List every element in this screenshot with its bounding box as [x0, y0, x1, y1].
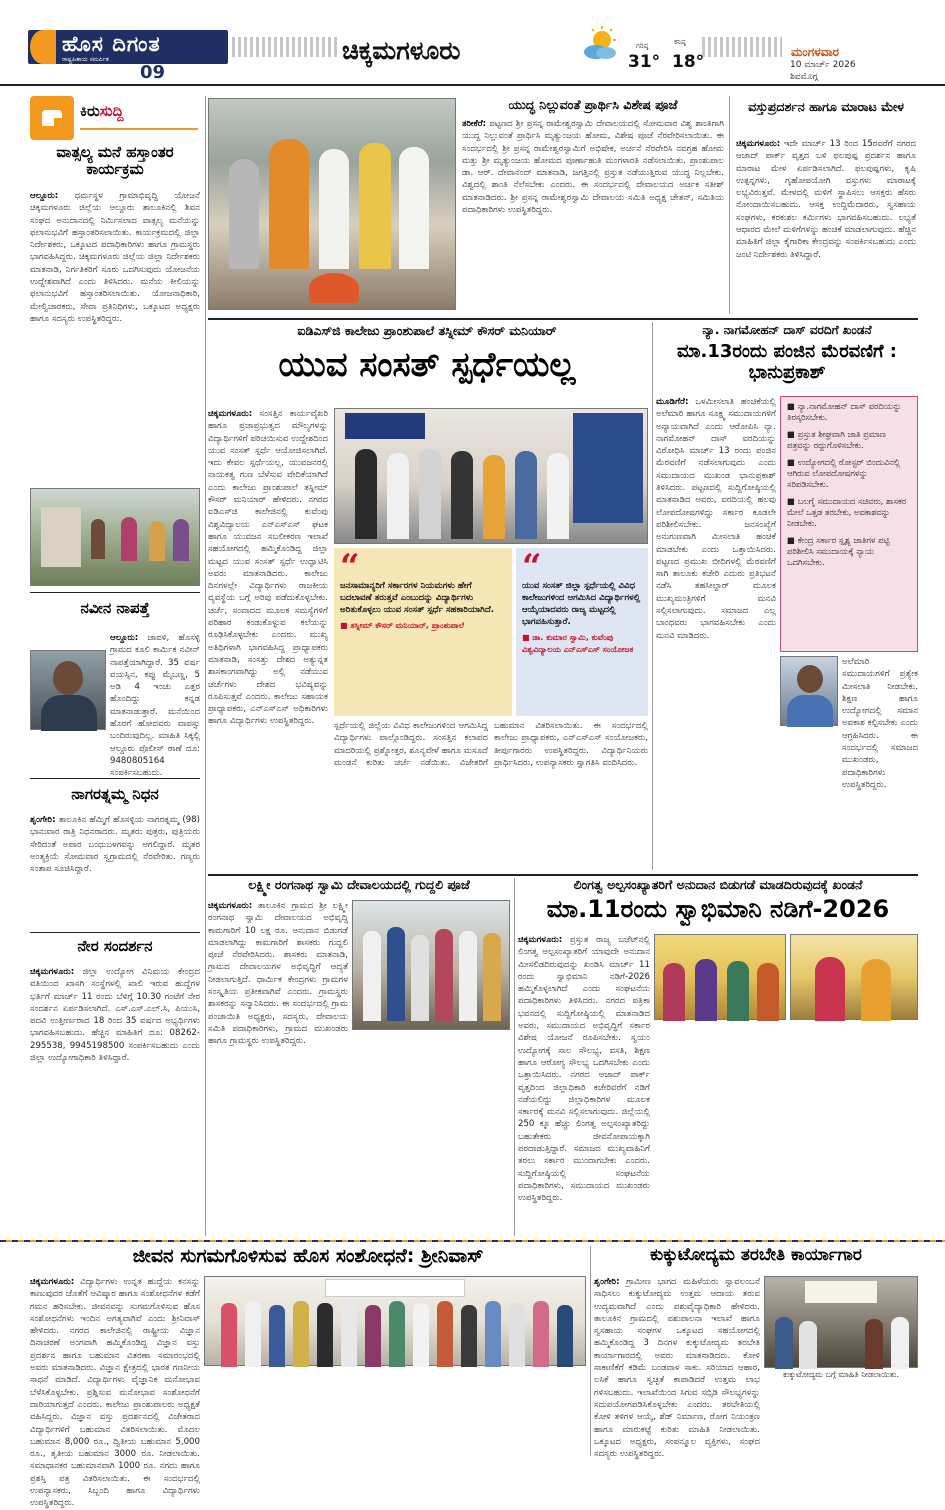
quote-text: ಯುವ ಸಂಸತ್ ಜಿಲ್ಲಾ ಸ್ಪರ್ಧೆಯಲ್ಲಿ ವಿವಿಧ ಕಾಲೇಜುಗಳಿಂದ ಆಗಮಿಸಿದ ವಿದ್ಯಾರ್ಥಿಗಳಲ್ಲಿ ಆಯ್ಕೆಯಾದವರು ರಾಜ್ಯ ಮಟ್ಟದಲ್ಲಿ ಭಾಗವಹಿಸುತ್ತಾರೆ.	[522, 581, 641, 627]
body-parliament	[208, 408, 328, 892]
quote-icon: “	[522, 547, 542, 587]
body-poultry	[594, 1276, 760, 1460]
photo-missing-person	[30, 650, 106, 730]
column-rule	[30, 932, 200, 933]
photo-parliament	[334, 408, 648, 544]
column-rule	[30, 778, 200, 779]
dateline: ಚಿಕ್ಕಮಗಳೂರು:	[30, 967, 75, 977]
max-temp-value: 31°	[628, 52, 661, 72]
dateline: ಮೂಡಿಗೆರೆ:	[656, 397, 689, 407]
headline-swabhimani[interactable]: ಮಾ.11ರಂದು ಸ್ವಾಭಿಮಾನಿ ನಡಿಗೆ-2026	[546, 895, 890, 923]
dateline: ಚಿಕ್ಕಮಗಳೂರು:	[736, 139, 781, 149]
demand-item: ■ ಕೇಂದ್ರ ಸರ್ಕಾರ ಸ್ಪೃಶ್ಯ ಜಾತಿಗಳ ಪಟ್ಟಿ ಪರಿಶೀಲಿಸಿ ಸಮುದಾಯಕ್ಕೆ ನ್ಯಾಯ ಒದಗಿಸಬೇಕು.	[787, 535, 890, 567]
demand-text: ಬಲಗೈ ಸಮುದಾಯದ ಸಚಿವರು, ಶಾಸಕರ ಮೇಲೆ ಒತ್ತಡ ತರಬೇಕು, ಅವಕಾಶವನ್ನು ನೀಡಬೇಕು.	[787, 496, 907, 528]
hand-icon	[30, 96, 74, 140]
headline-war-puja[interactable]: ಯುದ್ಧ ನಿಲ್ಲುವಂತೆ ಪ್ರಾರ್ಥಿಸಿ ವಿಶೇಷ ಪೂಜೆ	[508, 97, 678, 112]
headline-protest[interactable]: ಮಾ.13ರಂದು ಪಂಜಿನ ಮೆರವಣಿಗೆ : ಭಾನುಪ್ರಕಾಶ್	[677, 341, 897, 383]
body-srinivas	[30, 1276, 201, 1509]
photo-house-handover	[30, 488, 200, 586]
headline-exhibition[interactable]: ವಸ್ತುಪ್ರದರ್ಶನ ಹಾಗೂ ಮಾರಾಟ ಮೇಳ	[748, 99, 904, 114]
quote-credit: ■ ತಸ್ನೀಮ್ ಕೌಸರ್ ಮನಿಯಾರ್, ಪ್ರಾಂಶುಪಾಲೆ	[340, 621, 464, 630]
dateline: ಚಿಕ್ಕಮಗಳೂರು:	[208, 409, 253, 419]
logo-swoosh-icon	[30, 30, 56, 64]
headline-naveen[interactable]: ನವೀನ ನಾಪತ್ತೆ	[80, 599, 150, 617]
dateline: ಶೃಂಗೇರಿ:	[594, 1277, 620, 1287]
photo-poultry-training	[764, 1276, 918, 1368]
story-text: ಸಂಸತ್ತಿನ ಕಾರ್ಯವೈಖರಿ ಹಾಗೂ ಪ್ರಜಾಪ್ರಭುತ್ವದ ಮೌಲ್ಯಗಳನ್ನು ವಿದ್ಯಾರ್ಥಿಗಳಿಗೆ ಪರಿಚಯಿಸುವ ಉದ್ದೇಶದಿಂದ ಯುವ ಸಂಸತ್ ಸ್ಪರ್ಧೆ ಆಯೋಜಿಸಲಾಗಿದೆ. ಇದು ಕೇವಲ ಸ್ಪರ್ಧೆಯಲ್ಲ, ಯುವಜನರಲ್ಲಿ ನಾಯಕತ್ವ ಗುಣ ಬೆಳೆಸುವ ವೇದಿಕೆಯಾಗಿದೆ ಎಂದು ಕಾಲೇಜು ಪ್ರಾಂಶುಪಾಲೆ ತಸ್ನೀಮ್ ಕೌಸರ್ ಮನಿಯಾರ್ ಹೇಳಿದರು. ನಗರದ ಐಡಿಎಸ್‌ಜಿ ಕಾಲೇಜಿನಲ್ಲಿ ಕುವೆಂಪು ವಿಶ್ವವಿದ್ಯಾಲಯ ಎನ್‌ಎಸ್‌ಎಸ್ ಘಟಕ ಹಾಗೂ ಯುವಜನ ಸಬಲೀಕರಣ ಇಲಾಖೆ ಸಹಯೋಗದಲ್ಲಿ ಹಮ್ಮಿಕೊಂಡಿದ್ದ ಜಿಲ್ಲಾ ಮಟ್ಟದ ಯುವ ಸಂಸತ್ ಸ್ಪರ್ಧೆ ಉದ್ಘಾಟಿಸಿ ಅವರು ಮಾತನಾಡಿದರು. ಕಾಲೇಜು ದಿನಗಳಲ್ಲೇ ವಿದ್ಯಾರ್ಥಿಗಳು ರಾಜಕೀಯ ವ್ಯವಸ್ಥೆಯ ಬಗ್ಗೆ ಅರಿವು ಪಡೆದುಕೊಳ್ಳಬೇಕು. ಚರ್ಚೆ, ಸಂವಾದದ ಮೂಲಕ ಸಮಸ್ಯೆಗಳಿಗೆ ಪರಿಹಾರ ಕಂಡುಕೊಳ್ಳುವ ಕಲೆಯನ್ನು ರೂಢಿಸಿಕೊಳ್ಳಬೇಕು ಎಂದರು. ಮುಖ್ಯ ಅತಿಥಿಗಳಾಗಿ ಭಾಗವಹಿಸಿದ್ದ ಪ್ರಾಧ್ಯಾಪಕರು ಮಾತನಾಡಿ, ಸಂಸತ್ತು ದೇಶದ ಅತ್ಯುನ್ನತ ಶಾಸಕಾಂಗವಾಗಿದ್ದು ಅಲ್ಲಿ ನಡೆಯುವ ಚರ್ಚೆಗಳು ದೇಶದ ಭವಿಷ್ಯವನ್ನು ರೂಪಿಸುತ್ತವೆ ಎಂದರು. ಕಾಲೇಜು ಸಹಾಯಕ ಪ್ರಾಧ್ಯಾಪಕರು, ಎನ್‌ಎಸ್‌ಎಸ್ ಅಧಿಕಾರಿಗಳು ಹಾಗೂ ವಿದ್ಯಾರ್ಥಿಗಳು ಉಪಸ್ಥಿತರಿದ್ದರು.	[208, 409, 328, 727]
divider-stripe-left	[232, 37, 338, 57]
max-temp-label: ಗರಿಷ್ಠ	[636, 42, 649, 50]
photo-bhoomi-puja	[352, 900, 510, 1030]
edition-city: ಚಿಕ್ಕಮಗಳೂರು	[342, 36, 461, 65]
demand-item: ■ ಪ್ರಸ್ತುತ ಶೀಘ್ರವಾಗಿ ಜಾತಿ ಪ್ರಮಾಣ ಪತ್ರವನ್ನು ರದ್ದುಗೊಳಿಸಬೇಕು.	[787, 429, 886, 450]
body-ranganatha	[208, 900, 348, 1236]
headline-nagaratnamma[interactable]: ನಾಗರತ್ನಮ್ಮ ನಿಧನ	[71, 785, 159, 803]
story-text: ವಿದ್ಯಾರ್ಥಿಗಳು ಉನ್ನತ ಹುದ್ದೆಯ ಕನಸನ್ನು ಕಾಣುವುದರ ಜೊತೆಗೆ ಆವಿಷ್ಕಾರ ಹಾಗೂ ಸಂಶೋಧನೆಗಳ ಕಡೆಗೆ ಗಮನ ಹರಿಸಬೇಕು. ಜೀವನವನ್ನು ಸುಗಮಗೊಳಿಸುವ ಹೊಸ ಸಂಶೋಧನೆಗಳು ಇಂದಿನ ಅಗತ್ಯವಾಗಿವೆ ಎಂದು ಶ್ರೀನಿವಾಸ್ ಹೇಳಿದರು. ನಗರದ ಕಾಲೇಜಿನಲ್ಲಿ ರಾಷ್ಟ್ರೀಯ ವಿಜ್ಞಾನ ದಿನಾಚರಣೆ ಅಂಗವಾಗಿ ಹಮ್ಮಿಕೊಂಡಿದ್ದ ವಿಜ್ಞಾನ ವಸ್ತು ಪ್ರದರ್ಶನ ಹಾಗೂ ಬಹುಮಾನ ವಿತರಣಾ ಸಮಾರಂಭದಲ್ಲಿ ಅವರು ಮಾತನಾಡಿದರು. ವಿಜ್ಞಾನ ಕ್ಷೇತ್ರದಲ್ಲಿ ಭಾರತ ಗಣನೀಯ ಸಾಧನೆ ಮಾಡಿದೆ. ವಿದ್ಯಾರ್ಥಿಗಳು ವೈಜ್ಞಾನಿಕ ಮನೋಭಾವ ಬೆಳೆಸಿಕೊಳ್ಳಬೇಕು. ಪ್ರಶ್ನಿಸುವ ಮನೋಭಾವ ಸಂಶೋಧನೆಗೆ ದಾರಿಯಾಗುತ್ತದೆ ಎಂದರು. ಕಾಲೇಜು ಪ್ರಾಂಶುಪಾಲರು ಅಧ್ಯಕ್ಷತೆ ವಹಿಸಿದ್ದರು. ವಿಜ್ಞಾನ ವಸ್ತು ಪ್ರದರ್ಶನದಲ್ಲಿ ವಿಜೇತರಾದ ವಿದ್ಯಾರ್ಥಿಗಳಿಗೆ ಬಹುಮಾನ ವಿತರಿಸಲಾಯಿತು. ಮೊದಲ ಬಹುಮಾನ 8,000 ರೂ., ದ್ವಿತೀಯ ಬಹುಮಾನ 5,000 ರೂ., ತೃತೀಯ ಬಹುಮಾನ 3000 ರೂ. ನೀಡಲಾಯಿತು. ಸಮಾಧಾನಕರ ಬಹುಮಾನವಾಗಿ 1000 ರೂ. ನಗದು ಹಾಗೂ ಪ್ರಶಸ್ತಿ ಪತ್ರ ವಿತರಿಸಲಾಯಿತು. ಈ ಸಂದರ್ಭದಲ್ಲಿ ಉಪನ್ಯಾಸಕರು, ಸಿಬ್ಬಂದಿ ಹಾಗೂ ವಿದ್ಯಾರ್ಥಿಗಳು ಉಪಸ್ಥಿತರಿದ್ದರು.	[30, 1277, 201, 1509]
column-divider	[514, 878, 515, 1236]
body-war-puja	[462, 118, 724, 312]
quote-box-principal	[334, 548, 512, 716]
photo-press-meet-1	[654, 934, 786, 1020]
demand-text: ನ್ಯಾ.ನಾಗಮೋಹನ್ ದಾಸ್ ವರದಿಯನ್ನು ತಿರಸ್ಕರಿಸಬೇಕು.	[787, 401, 902, 422]
divider-stripe-right	[702, 37, 782, 57]
demands-list	[780, 396, 918, 652]
story-text: ಗ್ರಾಮೀಣ ಭಾಗದ ಮಹಿಳೆಯರು ಸ್ವಾವಲಂಬನೆ ಸಾಧಿಸಲು ಕುಕ್ಕುಟೋದ್ಯಮ ಉತ್ತಮ ಆದಾಯ ತರುವ ಉದ್ಯಮವಾಗಿದೆ ಎಂದು ಪಶುವೈದ್ಯಾಧಿಕಾರಿ ಹೇಳಿದರು. ತಾಲೂಕಿನ ಗ್ರಾಮದಲ್ಲಿ ಪಶುಪಾಲನಾ ಇಲಾಖೆ ಹಾಗೂ ಸ್ವಸಹಾಯ ಸಂಘಗಳ ಒಕ್ಕೂಟದ ಸಹಯೋಗದಲ್ಲಿ ಹಮ್ಮಿಕೊಂಡಿದ್ದ 3 ದಿನಗಳ ಕುಕ್ಕುಟೋದ್ಯಮ ತರಬೇತಿ ಕಾರ್ಯಾಗಾರದಲ್ಲಿ ಅವರು ಮಾತನಾಡಿದರು. ಕೋಳಿ ಸಾಕಾಣಿಕೆಗೆ ಕಡಿಮೆ ಬಂಡವಾಳ ಸಾಕು. ಸರಿಯಾದ ಆಹಾರ, ಲಸಿಕೆ ಹಾಗೂ ಸ್ವಚ್ಛತೆ ಕಾಪಾಡಿದರೆ ಉತ್ತಮ ಲಾಭ ಗಳಿಸಬಹುದು. ಇಲಾಖೆಯಿಂದ ಸಿಗುವ ಸಬ್ಸಿಡಿ ಸೌಲಭ್ಯಗಳನ್ನು ಸದುಪಯೋಗಪಡಿಸಿಕೊಳ್ಳಬೇಕು ಎಂದರು. ತರಬೇತಿಯಲ್ಲಿ ಕೋಳಿ ತಳಿಗಳ ಆಯ್ಕೆ, ಶೆಡ್ ನಿರ್ಮಾಣ, ರೋಗ ನಿಯಂತ್ರಣ ಹಾಗೂ ಮಾರುಕಟ್ಟೆ ಕುರಿತು ಮಾಹಿತಿ ನೀಡಲಾಯಿತು. ಒಕ್ಕೂಟದ ಅಧ್ಯಕ್ಷರು, ಸಂಪನ್ಮೂಲ ವ್ಯಕ್ತಿಗಳು, ಸಂಘದ ಸದಸ್ಯರು ಉಪಸ್ಥಿತರಿದ್ದರು.	[594, 1277, 760, 1460]
body-vatsalya	[30, 190, 200, 482]
demand-item: ■ ಬಲಗೈ ಸಮುದಾಯದ ಸಚಿವರು, ಶಾಸಕರ ಮೇಲೆ ಒತ್ತಡ ತರಬೇಕು, ಅವಕಾಶವನ್ನು ನೀಡಬೇಕು.	[787, 496, 907, 528]
story-text: ತಾಲೂಕಿನ ಹೆಮ್ಮಿಗೆ ಹೊಸಳ್ಳಿಯ ನಾಗರತ್ನಮ್ಮ (98) ಭಾನುವಾರ ರಾತ್ರಿ ನಿಧನರಾದರು. ಮೃತರು ಪುತ್ರರು, ಪುತ್ರಿಯರು ಸೇರಿದಂತೆ ಅಪಾರ ಬಂಧುಬಳಗವನ್ನು ಅಗಲಿದ್ದಾರೆ. ಮೃತರ ಅಂತ್ಯಕ್ರಿಯೆ ಸೋಮವಾರ ಸ್ವಗ್ರಾಮದಲ್ಲಿ ನೆರವೇರಿತು. ಗಣ್ಯರು ಸಂತಾಪ ಸೂಚಿಸಿದ್ದಾರೆ.	[30, 815, 201, 875]
quote-text: ಜನಸಾಮಾನ್ಯರಿಗೆ ಸರ್ಕಾರಗಳ ನಿಯಮಗಳು ಹೇಗೆ ಬದಲಾವಣೆ ತರುತ್ತವೆ ಎಂಬುದನ್ನು ವಿದ್ಯಾರ್ಥಿಗಳು ಅರಿತುಕೊಳ್ಳಲು ಯುವ ಸಂಸತ್ ಸ್ಪರ್ಧೆ ಸಹಕಾರಿಯಾಗಿದೆ.	[340, 581, 495, 615]
body-swabhimani-continued	[654, 1024, 918, 1236]
section-underline	[80, 128, 198, 130]
section-label-part2: ಸುದ್ದಿ	[99, 102, 124, 120]
column-divider	[652, 322, 653, 870]
headline-srinivas[interactable]: ಜೀವನ ಸುಗಮಗೊಳಿಸುವ ಹೊಸ ಸಂಶೋಧನೆ: ಶ್ರೀನಿವಾಸ್	[132, 1245, 484, 1267]
photo-press-meet-2	[790, 934, 918, 1020]
body-nagaratnamma	[30, 814, 200, 926]
newspaper-logo[interactable]: ಹೊಸ ದಿಗಂತ	[62, 32, 161, 56]
body-poultry-continued	[764, 1384, 918, 1456]
body-ranganatha-continued	[352, 1034, 510, 1236]
body-exhibition	[736, 138, 916, 314]
body-swabhimani	[518, 934, 650, 1236]
edition-name: ಶಿವಮೊಗ್ಗ	[790, 72, 818, 82]
dateline: ಚಿಕ್ಕಮಗಳೂರು:	[208, 901, 253, 911]
publication-day: ಮಂಗಳವಾರ	[791, 45, 840, 59]
story-text: ಪಟ್ಟಣದ ಶ್ರೀ ಪ್ರಸನ್ನ ರಾಮೇಶ್ವರಸ್ವಾಮಿ ದೇವಾಲಯದಲ್ಲಿ ಸೋಮವಾರ ವಿಶ್ವ ಶಾಂತಿಗಾಗಿ ಯುದ್ಧ ನಿಲ್ಲುವಂತೆ ಪ್ರಾರ್ಥಿಸಿ ಮೃತ್ಯುಂಜಯ ಹೋಮ, ವಿಶೇಷ ಪೂಜೆ ನೆರವೇರಿಸಲಾಯಿತು. ಈ ಸಂದರ್ಭದಲ್ಲಿ ಶ್ರೀ ಪ್ರಸನ್ನ ರಾಮೇಶ್ವರಸ್ವಾಮಿಗೆ ಅಭಿಷೇಕ, ಅರ್ಚನೆ ನೆರವೇರಿಸಿ ನವಗ್ರಹ ಹೋಮ ಮತ್ತು ಶ್ರೀ ಮೃತ್ಯುಂಜಯ ಹೋಮದ ಪೂರ್ಣಾಹುತಿ ಮಂಗಳಾರತಿ ನಡೆಸಲಾಯಿತು. ಪ್ರಾಂಶುಪಾಲ ಡಾ. ಆರ್. ದೇವಾನಂದ್ ಮಾತನಾಡಿ, ಜಗತ್ತಿನಲ್ಲಿ ಪ್ರಸ್ತುತ ನಡೆಯುತ್ತಿರುವ ಯುದ್ಧ ನಿಲ್ಲಬೇಕು. ವಿಶ್ವದಲ್ಲಿ ಶಾಂತಿ ನೆಲೆಸಬೇಕು ಎಂದರು. ಈ ಸಂದರ್ಭದಲ್ಲಿ ದೇವಾಲಯದ ಅರ್ಚಕ ಸತೀಶ್ ಮಾತನಾಡಿದರು. ಶ್ರೀ ಪ್ರಸನ್ನ ರಾಮೇಶ್ವರಸ್ವಾಮಿ ದೇವಾಲಯ ಸಮಿತಿ ಅಧ್ಯಕ್ಷ ಚೇತನ್, ಸಮಿತಿಯ ಪದಾಧಿಕಾರಿಗಳು ಉಪಸ್ಥಿತರಿದ್ದರು.	[462, 119, 724, 216]
column-divider	[729, 96, 730, 314]
partly-cloudy-icon	[580, 26, 620, 62]
body-protest	[656, 396, 776, 652]
kicker-swabhimani: ಲಿಂಗತ್ವ ಅಲ್ಪಸಂಖ್ಯಾತರಿಗೆ ಅನುದಾನ ಬಿಡುಗಡೆ ಮಾಡದಿರುವುದಕ್ಕೆ ಖಂಡನೆ	[573, 877, 863, 892]
body-parliament-continued: ಸ್ಪರ್ಧೆಯಲ್ಲಿ ಜಿಲ್ಲೆಯ ವಿವಿಧ ಕಾಲೇಜುಗಳಿಂದ ಆಗಮಿಸಿದ್ದ ವಿದ್ಯಾರ್ಥಿಗಳು ಪಾಲ್ಗೊಂಡಿದ್ದರು. ಸಂಸತ್ತಿನ ಕಲಾಪದ ಮಾದರಿಯಲ್ಲಿ ಪ್ರಶ್ನೋತ್ತರ, ಶೂನ್ಯವೇಳೆ ಹಾಗೂ ಮಸೂದೆ ಮಂಡನೆ ಕುರಿತು ಚರ್ಚೆ ನಡೆಯಿತು. ವಿಜೇತರಿಗೆ ಬಹುಮಾನ ವಿತರಿಸಲಾಯಿತು. ಈ ಸಂದರ್ಭದಲ್ಲಿ ಕಾಲೇಜು ಪ್ರಾಧ್ಯಾಪಕರು, ಎನ್‌ಎಸ್‌ಎಸ್ ಸಂಯೋಜಕರು, ತೀರ್ಪುಗಾರರು ಉಪಸ್ಥಿತರಿದ್ದರು. ವಿದ್ಯಾರ್ಥಿನಿಯರು ಪ್ರಾರ್ಥಿಸಿದರು, ಉಪನ್ಯಾಸಕರು ಸ್ವಾಗತಿಸಿ ವಂದಿಸಿದರು.	[334, 721, 648, 768]
quote-icon: “	[340, 547, 360, 587]
masthead-rule	[0, 84, 945, 86]
logo-tagline: ರಾಷ್ಟ್ರಹಿತಾಯ ಸಮರ್ಪಿತ	[62, 56, 109, 63]
dateline: ಚಿಕ್ಕಮಗಳೂರು:	[30, 1277, 75, 1287]
demand-text: ಪ್ರಸ್ತುತ ಶೀಘ್ರವಾಗಿ ಜಾತಿ ಪ್ರಮಾಣ ಪತ್ರವನ್ನು ರದ್ದುಗೊಳಿಸಬೇಕು.	[787, 429, 886, 450]
column-divider	[205, 96, 206, 1236]
min-temp-label: ಕನಿಷ್ಠ	[674, 38, 686, 46]
body-interview	[30, 966, 200, 1232]
section-rule	[208, 318, 918, 320]
kicker-protest: ನ್ಯಾ. ನಾಗಮೋಹನ್ ದಾಸ್ ವರದಿಗೆ ಖಂಡನೆ	[702, 323, 872, 337]
demand-item: ■ ನ್ಯಾ.ನಾಗಮೋಹನ್ ದಾಸ್ ವರದಿಯನ್ನು ತಿರಸ್ಕರಿಸಬೇಕು.	[787, 401, 902, 422]
dateline: ಶೃಂಗೇರಿ:	[30, 815, 56, 825]
story-text: ತಾಲೂಕಿನ ಗ್ರಾಮದ ಶ್ರೀ ಲಕ್ಷ್ಮೀ ರಂಗನಾಥ ಸ್ವಾಮಿ ದೇವಾಲಯದ ಅಭಿವೃದ್ಧಿ ಕಾಮಗಾರಿಗೆ 10 ಲಕ್ಷ ರೂ. ಅನುದಾನ ಬಿಡುಗಡೆ ಮಾಡಲಾಗಿದ್ದು ಕಾಮಗಾರಿಗೆ ಶಾಸಕರು ಗುದ್ದಲಿ ಪೂಜೆ ನೆರವೇರಿಸಿದರು. ಶಾಸಕರು ಮಾತನಾಡಿ, ಗ್ರಾಮದ ದೇವಾಲಯಗಳ ಅಭಿವೃದ್ಧಿಗೆ ಆದ್ಯತೆ ನೀಡಲಾಗುತ್ತಿದೆ. ಧಾರ್ಮಿಕ ಕೇಂದ್ರಗಳು ಗ್ರಾಮಗಳ ಸಂಸ್ಕೃತಿಯ ಪ್ರತೀಕವಾಗಿವೆ ಎಂದರು. ಗ್ರಾಮಸ್ಥರು ಶಾಸಕರನ್ನು ಸನ್ಮಾನಿಸಿದರು. ಈ ಸಂದರ್ಭದಲ್ಲಿ ಗ್ರಾಮ ಪಂಚಾಯಿತಿ ಅಧ್ಯಕ್ಷರು, ಸದಸ್ಯರು, ದೇವಾಲಯ ಸಮಿತಿ ಪದಾಧಿಕಾರಿಗಳು, ಗ್ರಾಮದ ಮುಖಂಡರು ಹಾಗೂ ಗ್ರಾಮಸ್ಥರು ಉಪಸ್ಥಿತರಿದ್ದರು.	[208, 901, 348, 1047]
story-text: ಜಿಲ್ಲಾ ಉದ್ಯೋಗ ವಿನಿಮಯ ಕೇಂದ್ರದ ವತಿಯಿಂದ ಖಾಸಗಿ ಸಂಸ್ಥೆಗಳಲ್ಲಿ ಖಾಲಿ ಇರುವ ಹುದ್ದೆಗಳ ಭರ್ತಿಗೆ ಮಾರ್ಚ್ 11 ರಂದು ಬೆಳಿಗ್ಗೆ 10.30 ಗಂಟೆಗೆ ನೇರ ಸಂದರ್ಶನ ಏರ್ಪಡಿಸಲಾಗಿದೆ. ಎಸ್.ಎಸ್.ಎಲ್.ಸಿ, ಪಿಯುಸಿ, ಪದವಿ ಉತ್ತೀರ್ಣರಾದ 18 ರಿಂದ 35 ವರ್ಷದ ಅಭ್ಯರ್ಥಿಗಳು ಭಾಗವಹಿಸಬಹುದು. ಹೆಚ್ಚಿನ ಮಾಹಿತಿಗೆ ದೂ: 08262-295538, 9945198500 ಸಂಪರ್ಕಿಸಬಹುದು ಎಂದು ಜಿಲ್ಲಾ ಉದ್ಯೋಗಾಧಿಕಾರಿ ತಿಳಿಸಿದ್ದಾರೆ.	[30, 967, 200, 1064]
dateline: ಆಲ್ದೂರು:	[110, 633, 139, 643]
quote-box-coordinator	[516, 548, 648, 716]
story-text: ಒಳಮೀಸಲಾತಿ ಹಂಚಿಕೆಯಲ್ಲಿ ಅಲೆಮಾರಿ ಹಾಗೂ ಸೂಕ್ಷ್ಮ ಸಮುದಾಯಗಳಿಗೆ ಅನ್ಯಾಯವಾಗಿದೆ ಎಂದು ಆರೋಪಿಸಿ ನ್ಯಾ. ನಾಗಮೋಹನ್ ದಾಸ್ ವರದಿಯನ್ನು ವಿರೋಧಿಸಿ ಮಾರ್ಚ್ 13 ರಂದು ಪಂಜಿನ ಮೆರವಣಿಗೆ ನಡೆಸಲಾಗುವುದು ಎಂದು ಸಮುದಾಯದ ಮುಖಂಡ ಭಾನುಪ್ರಕಾಶ್ ತಿಳಿಸಿದರು. ಪಟ್ಟಣದಲ್ಲಿ ಸುದ್ದಿಗೋಷ್ಠಿಯಲ್ಲಿ ಮಾತನಾಡಿದ ಅವರು, ವರದಿಯಲ್ಲಿ ಹಲವು ಲೋಪದೋಷಗಳಿದ್ದು ಸರ್ಕಾರ ಕೂಡಲೇ ಪರಿಶೀಲಿಸಬೇಕು. ಜನಸಂಖ್ಯೆಗೆ ಅನುಗುಣವಾಗಿ ಮೀಸಲಾತಿ ಹಂಚಿಕೆ ಮಾಡಬೇಕು ಎಂದು ಒತ್ತಾಯಿಸಿದರು. ಪಟ್ಟಣದ ಪ್ರಮುಖ ಬೀದಿಗಳಲ್ಲಿ ಮೆರವಣಿಗೆ ಸಾಗಿ ತಾಲೂಕು ಕಚೇರಿ ಎದುರು ಪ್ರತಿಭಟನೆ ನಡೆಸಿ ತಹಸೀಲ್ದಾರ್ ಮೂಲಕ ಮುಖ್ಯಮಂತ್ರಿಗಳಿಗೆ ಮನವಿ ಸಲ್ಲಿಸಲಾಗುವುದು. ಸಮಾಜದ ಎಲ್ಲ ಬಾಂಧವರು ಭಾಗವಹಿಸಬೇಕು ಎಂದು ಮನವಿ ಮಾಡಿದರು.	[656, 397, 777, 641]
headline-vatsalya[interactable]: ವಾತ್ಸಲ್ಯ ಮನೆ ಹಸ್ತಾಂತರ ಕಾರ್ಯಕ್ರಮ	[56, 143, 174, 179]
photo-science-award	[204, 1276, 586, 1366]
dateline: ಆಲ್ದೂರು:	[30, 191, 59, 201]
demand-text: ಕೇಂದ್ರ ಸರ್ಕಾರ ಸ್ಪೃಶ್ಯ ಜಾತಿಗಳ ಪಟ್ಟಿ ಪರಿಶೀಲಿಸಿ ಸಮುದಾಯಕ್ಕೆ ನ್ಯಾಯ ಒದಗಿಸಬೇಕು.	[787, 535, 890, 567]
column-divider	[590, 1246, 591, 1456]
body-protest-continued: ಅಲೆಮಾರಿ ಸಮುದಾಯಗಳಿಗೆ ಪ್ರತ್ಯೇಕ ಮೀಸಲಾತಿ ನೀಡಬೇಕು. ಶಿಕ್ಷಣ ಹಾಗೂ ಉದ್ಯೋಗದಲ್ಲಿ ಸಮಾನ ಅವಕಾಶ ಕಲ್ಪಿಸಬೇಕು ಎಂದು ಆಗ್ರಹಿಸಿದರು. ಈ ಸಂದರ್ಭದಲ್ಲಿ ಸಮಾಜದ ಮುಖಂಡರು, ಪದಾಧಿಕಾರಿಗಳು ಉಪಸ್ಥಿತರಿದ್ದರು.	[842, 657, 918, 790]
photo-puja	[208, 98, 456, 310]
section-label	[80, 102, 200, 126]
story-text: ಧರ್ಮಸ್ಥಳ ಗ್ರಾಮಾಭಿವೃದ್ಧಿ ಯೋಜನೆ ಚಿಕ್ಕಮಗಳೂರು ಜಿಲ್ಲೆಯ ಆಲ್ದೂರು ತಾಲೂಕಿನಲ್ಲಿ ಶಿವನ ಸಂಘದ ಅನುದಾನದಲ್ಲಿ ನಿರ್ಮಿಸಲಾದ ವಾತ್ಸಲ್ಯ ಮನೆಯನ್ನು ಫಲಾನುಭವಿಗೆ ಹಸ್ತಾಂತರಿಸಲಾಯಿತು. ಕಾರ್ಯಕ್ರಮದಲ್ಲಿ ಜಿಲ್ಲಾ ನಿರ್ದೇಶಕರು, ಒಕ್ಕೂಟದ ಪದಾಧಿಕಾರಿಗಳು ಹಾಗೂ ಗ್ರಾಮಸ್ಥರು ಭಾಗವಹಿಸಿದ್ದರು. ಚಿಕ್ಕಮಗಳೂರು ಜಿಲ್ಲೆಯ ಜಿಲ್ಲಾ ನಿರ್ದೇಶಕರು ಮಾತನಾಡಿ, ನಿರ್ಗತಿಕರಿಗೆ ಸೂರು ಒದಗಿಸುವುದು ಯೋಜನೆಯ ಉದ್ದೇಶವಾಗಿದೆ ಎಂದು ತಿಳಿಸಿದರು. ಮನೆಯ ಕೀಲಿಯನ್ನು ಫಲಾನುಭವಿಗೆ ಹಸ್ತಾಂತರಿಸಲಾಯಿತು. ಯೋಜನಾಧಿಕಾರಿ, ಮೇಲ್ವಿಚಾರಕರು, ಸೇವಾ ಪ್ರತಿನಿಧಿಗಳು, ಒಕ್ಕೂಟದ ಅಧ್ಯಕ್ಷರು ಹಾಗೂ ಸದಸ್ಯರು ಉಪಸ್ಥಿತರಿದ್ದರು.	[30, 191, 201, 324]
headline-ranganatha[interactable]: ಲಕ್ಷ್ಮೀ ರಂಗನಾಥ ಸ್ವಾಮಿ ದೇವಾಲಯದಲ್ಲಿ ಗುದ್ದಲಿ ಪೂಜೆ	[248, 877, 470, 892]
demand-item: ■ ಉದ್ಯೋಗದಲ್ಲಿ ರೋಸ್ಟರ್ ಬಿಂದುವಿನಲ್ಲಿ ಆಗಿರುವ ಲೋಪದೋಷಗಳನ್ನು ಸರಿಪಡಿಸಬೇಕು.	[787, 457, 901, 489]
section-rule	[208, 874, 918, 876]
headline-poultry[interactable]: ಕುಕ್ಕುಟೋದ್ಯಮ ತರಬೇತಿ ಕಾರ್ಯಾಗಾರ	[650, 1245, 862, 1265]
demand-text: ಉದ್ಯೋಗದಲ್ಲಿ ರೋಸ್ಟರ್ ಬಿಂದುವಿನಲ್ಲಿ ಆಗಿರುವ ಲೋಪದೋಷಗಳನ್ನು ಸರಿಪಡಿಸಬೇಕು.	[787, 457, 901, 489]
column-rule	[30, 592, 200, 593]
story-text: ಇದೇ ಮಾರ್ಚ್ 13 ರಿಂದ 15ರವರೆಗೆ ನಗರದ ಆಜಾದ್ ಪಾರ್ಕ್ ವೃತ್ತದ ಬಳಿ ಫಲಪುಷ್ಪ ಪ್ರದರ್ಶನ ಹಾಗೂ ಮಾರಾಟ ಮೇಳ ಏರ್ಪಡಿಸಲಾಗಿದೆ. ಫಲಪುಷ್ಪಗಳು, ಕೃಷಿ ಉತ್ಪನ್ನಗಳು, ಗೃಹೋಪಯೋಗಿ ವಸ್ತುಗಳು ಮಾರಾಟಕ್ಕೆ ಲಭ್ಯವಿರುತ್ತವೆ. ಮೇಳದಲ್ಲಿ ಮಳಿಗೆ ಸ್ಥಾಪಿಸಲು ಆಸಕ್ತರು ಹೆಸರು ನೋಂದಾಯಿಸಬಹುದು. ಆಸಕ್ತ ಉದ್ದಿಮೆದಾರರು, ಸ್ವಸಹಾಯ ಸಂಘಗಳು, ಕರಕುಶಲ ಕರ್ಮಿಗಳು ಭಾಗವಹಿಸಬಹುದು. ಲಭ್ಯತೆ ಆಧಾರದ ಮೇಲೆ ಮಳಿಗೆಗಳನ್ನು ಹಂಚಿಕೆ ಮಾಡಲಾಗುವುದು. ಹೆಚ್ಚಿನ ಮಾಹಿತಿಗೆ ಜಿಲ್ಲಾ ಕೈಗಾರಿಕಾ ಕೇಂದ್ರವನ್ನು ಸಂಪರ್ಕಿಸಬಹುದು ಎಂದು ಜಂಟಿ ನಿರ್ದೇಶಕರು ತಿಳಿಸಿದ್ದಾರೆ.	[736, 139, 917, 260]
headline-interview[interactable]: ನೇರ ಸಂದರ್ಶನ	[77, 937, 153, 955]
dateline: ತರೀಕೆರೆ:	[462, 119, 487, 129]
masthead	[0, 0, 945, 86]
kicker-parliament: ಐಡಿಎಸ್‌ಜಿ ಕಾಲೇಜು ಪ್ರಾಂಶುಪಾಲೆ ತಸ್ನೀಮ್ ಕೌಸರ್ ಮನಿಯಾರ್	[297, 323, 557, 338]
publication-date: 10 ಮಾರ್ಚ್ 2026	[790, 60, 856, 70]
min-temp-value: 18°	[672, 52, 705, 72]
quote-credit: ■ ಡಾ. ಕುಮಾರ ಸ್ವಾಮಿ, ಕುವೆಂಪು ವಿಶ್ವವಿದ್ಯಾಲಯ ಎನ್‌ಎಸ್‌ಎಸ್ ಸಂಯೋಜಕ	[522, 633, 634, 654]
headline-parliament[interactable]: ಯುವ ಸಂಸತ್ ಸ್ಪರ್ಧೆಯಲ್ಲ	[278, 345, 576, 385]
photo-caption-poultry: ಕುಕ್ಕುಟೋದ್ಯಮ ಬಗ್ಗೆ ಮಾಹಿತಿ ನೀಡಲಾಯಿತು.	[783, 1370, 899, 1379]
dateline: ಚಿಕ್ಕಮಗಳೂರು:	[518, 935, 563, 945]
section-label-part1: ಕಿರು	[80, 102, 100, 120]
story-text: ಜಾವಳಿ, ಹೊಸಳ್ಳಿ ಗ್ರಾಮದ ಕೂಲಿ ಕಾರ್ಮಿಕ ನವೀನ್ ನಾಪತ್ತೆಯಾಗಿದ್ದಾರೆ. 35 ವರ್ಷ ವಯಸ್ಸಿನ, ಕಪ್ಪು ಮೈಬಣ್ಣ, 5 ಅಡಿ 4 ಇಂಚು ಎತ್ತರ ಹೊಂದಿದ್ದು ಕನ್ನಡ ಮಾತನಾಡುತ್ತಾರೆ. ಮನೆಯಿಂದ ಹೊರಗೆ ಹೋದವರು ವಾಪಸ್ಸು ಬಂದಿರುವುದಿಲ್ಲ. ಮಾಹಿತಿ ಸಿಕ್ಕಲ್ಲಿ ಆಲ್ದೂರು ಪೊಲೀಸ್ ಠಾಣೆ ದೂ: 9480805164 ಸಂಪರ್ಕಿಸಬಹುದು.	[110, 633, 201, 779]
story-text: ಪ್ರಸ್ತುತ ರಾಜ್ಯ ಬಜೆಟ್‌ನಲ್ಲಿ ಲಿಂಗತ್ವ ಅಲ್ಪಸಂಖ್ಯಾತರಿಗೆ ಯಾವುದೇ ಅನುದಾನ ಮೀಸಲಿಡದಿರುವುದನ್ನು ಖಂಡಿಸಿ ಮಾರ್ಚ್ 11 ರಂದು ಸ್ವಾಭಿಮಾನಿ ನಡಿಗೆ-2026 ಹಮ್ಮಿಕೊಳ್ಳಲಾಗಿದೆ ಎಂದು ಸಂಘಟನೆಯ ಪದಾಧಿಕಾರಿಗಳು ತಿಳಿಸಿದರು. ನಗರದ ಪತ್ರಿಕಾ ಭವನದಲ್ಲಿ ಸುದ್ದಿಗೋಷ್ಠಿಯಲ್ಲಿ ಮಾತನಾಡಿದ ಅವರು, ಸಮುದಾಯದ ಅಭಿವೃದ್ಧಿಗೆ ಸರ್ಕಾರ ವಿಶೇಷ ಯೋಜನೆ ರೂಪಿಸಬೇಕು. ಸ್ವಯಂ ಉದ್ಯೋಗಕ್ಕೆ ಸಾಲ ಸೌಲಭ್ಯ, ವಸತಿ, ಶಿಕ್ಷಣ ಹಾಗೂ ಆರೋಗ್ಯ ಸೌಲಭ್ಯ ಒದಗಿಸಬೇಕು ಎಂದು ಒತ್ತಾಯಿಸಿದರು. ನಗರದ ಆಜಾದ್ ಪಾರ್ಕ್ ವೃತ್ತದಿಂದ ಜಿಲ್ಲಾಧಿಕಾರಿ ಕಚೇರಿವರೆಗೆ ನಡಿಗೆ ನಡೆಯಲಿದ್ದು ಜಿಲ್ಲಾಧಿಕಾರಿಗಳ ಮೂಲಕ ಸರ್ಕಾರಕ್ಕೆ ಮನವಿ ಸಲ್ಲಿಸಲಾಗುವುದು. ಜಿಲ್ಲೆಯಲ್ಲಿ 250 ಕ್ಕೂ ಹೆಚ್ಚು ಲಿಂಗತ್ವ ಅಲ್ಪಸಂಖ್ಯಾತರಿದ್ದು ಬಹುತೇಕರು ಜೀವನೋಪಾಯಕ್ಕಾಗಿ ಪರದಾಡುತ್ತಿದ್ದಾರೆ. ಸಮಾಜದ ಮುಖ್ಯವಾಹಿನಿಗೆ ತರಲು ಸರ್ಕಾರ ಮುಂದಾಗಬೇಕು ಎಂದರು. ಸುದ್ದಿಗೋಷ್ಠಿಯಲ್ಲಿ ಸಂಘಟನೆಯ ಪದಾಧಿಕಾರಿಗಳು, ಸಮುದಾಯದ ಮುಖಂಡರು ಉಪಸ್ಥಿತರಿದ್ದರು.	[518, 935, 650, 1204]
photo-bhanuprakash	[780, 656, 838, 726]
section-rule-colored	[0, 1240, 945, 1242]
page-number: 09	[140, 62, 166, 83]
body-srinivas-continued	[204, 1370, 586, 1456]
